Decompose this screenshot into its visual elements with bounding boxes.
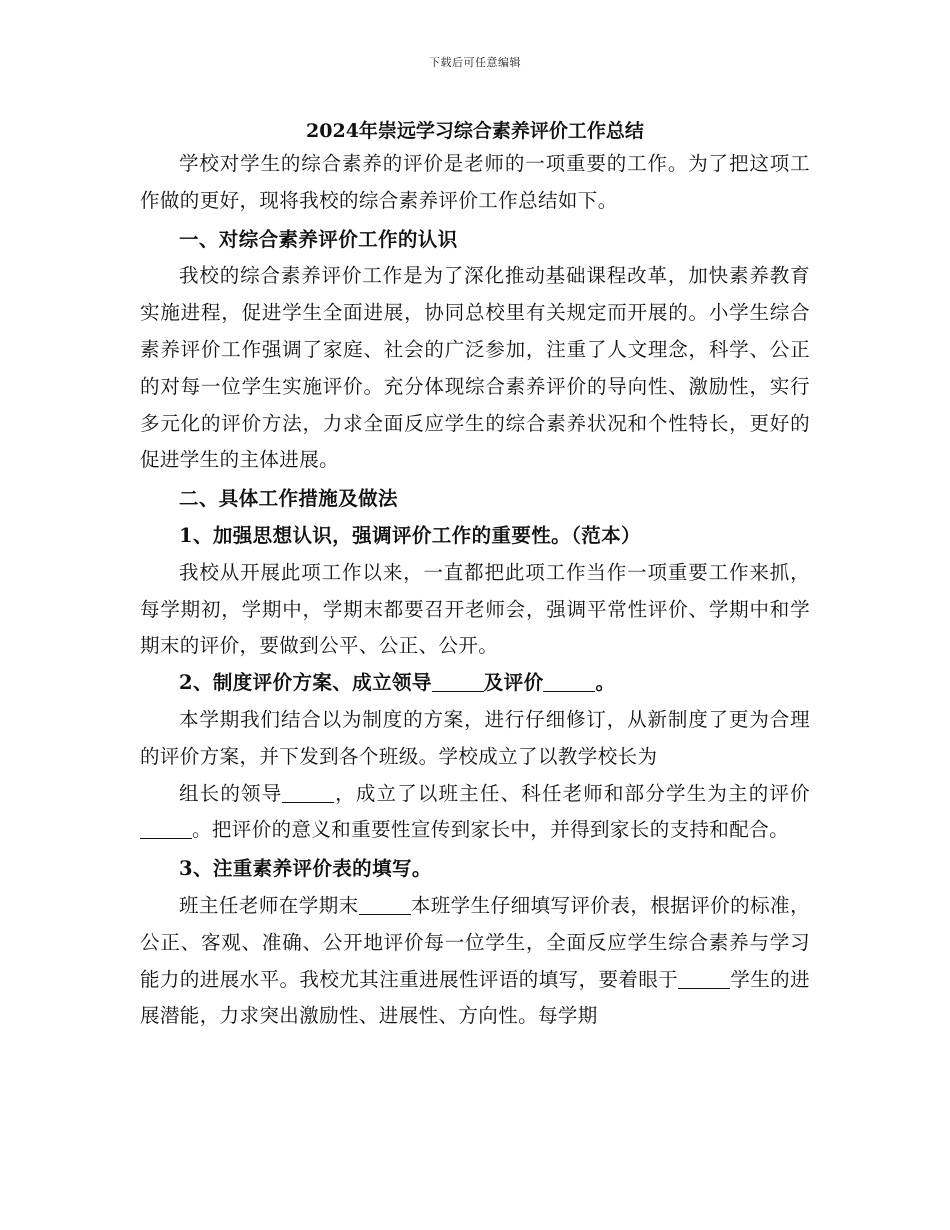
item-3-paragraph-part-c: 学生的进展潜能，力求突出激励性、进展性、方向性。每学期 [140, 967, 810, 1028]
item-1-heading: 1、加强思想认识，强调评价工作的重要性。（范本） [179, 523, 641, 547]
section-2-heading: 二、具体工作措施及做法 [179, 487, 398, 511]
item-3-paragraph-part-a: 班主任老师在学期末 [179, 893, 359, 917]
blank-line [359, 894, 411, 915]
item-3-paragraph [140, 888, 810, 1035]
blank-line [432, 672, 484, 693]
item-2-heading-part-b: 及评价 [483, 671, 544, 695]
section-1-paragraph: 我校的综合素养评价工作是为了深化推动基础课程改革，加快素养教育实施进程，促进学生全面进展，协同总校里有关规定而开展的。小学生综合素养评价工作强调了家庭、社会的广泛参加，注重了人文理念，科学、公正的对每一位学生实施评价。充分体现综合素养评价的导向性、激励性，实行多元化的评价方法，力求全面反应学生的综合素养状况和个性特长，更好的促进学生的主体进展。 [140, 264, 810, 472]
item-3-heading: 3、注重素养评价表的填写。 [179, 857, 432, 881]
item-2-paragraph-2-part-b: ，成立了以班主任、科任老师和部分学生为主的评价 [334, 781, 810, 805]
item-2-heading-part-c: 。 [595, 671, 616, 695]
item-2-heading-part-a: 2、制度评价方案、成立领导 [179, 671, 432, 695]
blank-line [282, 782, 334, 803]
blank-line [543, 672, 595, 693]
item-2-paragraph-2-part-c: 。把评价的意义和重要性宣传到家长中，并得到家长的支持和配合。 [192, 818, 790, 842]
item-1-paragraph: 我校从开展此项工作以来，一直都把此项工作当作一项重要工作来抓，每学期初，学期中，学期末都要召开老师会，强调平常性评价、学期中和学期末的评价，要做到公平、公正、公开。 [140, 560, 810, 658]
document-title: 2024年崇远学习综合素养评价工作总结 [306, 120, 644, 142]
item-3-paragraph-part-b: 本班学生仔细填写评价表，根据评价的标准，公正、客观、准确、公开地评价每一位学生，全面反应学生综合素养与学习能力的进展水平。我校尤其注重进展性评语的填写，要着眼于 [140, 893, 810, 991]
page-header-note: 下载后可任意编辑 [429, 56, 521, 69]
blank-line [678, 968, 730, 989]
blank-line [140, 819, 192, 840]
item-2-paragraph-2 [140, 776, 810, 850]
document-body [140, 146, 810, 1035]
section-1-heading: 一、对综合素养评价工作的认识 [179, 227, 458, 251]
item-2-paragraph-1: 本学期我们结合以为制度的方案，进行仔细修订，从新制度了更为合理的评价方案，并下发到各个班级。学校成立了以教学校长为 [140, 707, 810, 768]
item-2-paragraph-2-part-a: 组长的领导 [179, 781, 283, 805]
item-2-heading [140, 665, 810, 702]
intro-paragraph: 学校对学生的综合素养的评价是老师的一项重要的工作。为了把这项工作做的更好，现将我校的综合素养评价工作总结如下。 [140, 152, 810, 212]
